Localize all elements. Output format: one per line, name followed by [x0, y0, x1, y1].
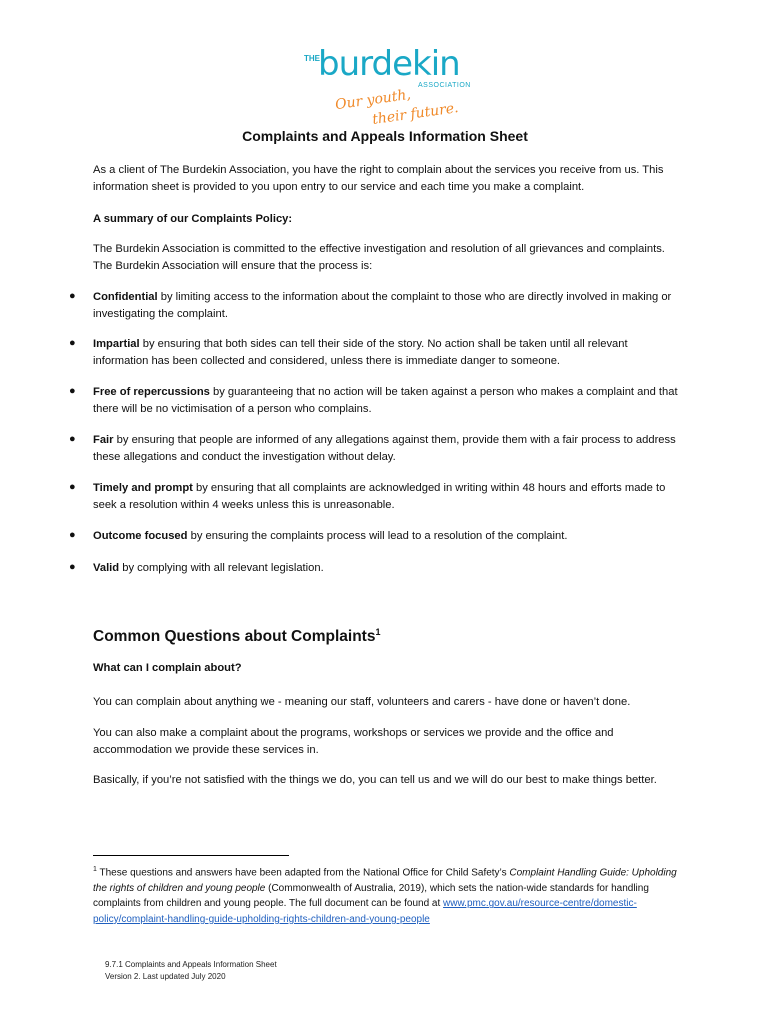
answer-paragraph-2: You can also make a complaint about the programs, workshops or services we provide and the office and accommodation we provide these services in. — [93, 727, 614, 756]
bullet-term: Timely and prompt — [93, 482, 193, 494]
bullet-term: Impartial — [93, 338, 140, 350]
bullet-desc: by ensuring the complaints process will lead to a resolution of the complaint. — [187, 530, 568, 542]
bullet-term: Valid — [93, 562, 120, 574]
bullet-desc: by ensuring that all complaints are acknowledged in writing within 48 hours and efforts made to seek a resolution within 4 weeks unless this is unreasonable. — [93, 482, 666, 511]
bullet-item — [93, 480, 683, 513]
summary-paragraph: The Burdekin Association is committed to the effective investigation and resolution of all grievances and complaints. The Burdekin Association will ensure that the process is: — [93, 243, 665, 272]
question-heading: What can I complain about? — [93, 662, 242, 674]
logo-tagline-1: Our youth, — [334, 86, 412, 114]
footnote-text-1: These questions and answers have been adapted from the National Office for Child Safety’s — [96, 867, 510, 879]
footnote-text-2: (Commonwealth of Australia, 2019), which sets the nation-wide standards for handling complaints from children and young people. The full document can be found at — [93, 882, 649, 910]
bullet-marker: ● — [69, 290, 76, 302]
footnote-title: Complaint Handling Guide: Upholding the rights of children and young people — [93, 867, 677, 894]
bullet-marker: ● — [69, 529, 76, 541]
bullet-item — [93, 289, 683, 322]
bullet-desc: by ensuring that people are informed of any allegations against them, provide them with a fair process to address these allegations and conduct the investigation without delay. — [93, 434, 676, 463]
bullet-desc: by guaranteeing that no action will be taken against a person who makes a complaint and that there will be no victimisation of a person who complains. — [93, 386, 678, 415]
footnote — [93, 862, 678, 927]
section-heading — [93, 627, 380, 646]
bullet-marker: ● — [69, 385, 76, 397]
footnote-reference: 1 — [375, 627, 381, 637]
footnote-separator — [93, 855, 289, 856]
footer-version: Version 2. Last updated July 2020 — [105, 972, 226, 981]
bullet-item — [93, 528, 683, 545]
footnote-marker: 1 — [93, 866, 97, 873]
bullet-marker: ● — [69, 337, 76, 349]
section-heading-text: Common Questions about Complaints — [93, 628, 376, 646]
bullet-term: Fair — [93, 434, 114, 446]
logo-the-text: THE — [304, 54, 320, 63]
bullet-item — [93, 384, 683, 417]
bullet-item — [93, 560, 683, 577]
bullet-term: Confidential — [93, 291, 158, 303]
bullet-term: Free of repercussions — [93, 386, 210, 398]
bullet-item — [93, 432, 683, 465]
bullet-term: Outcome focused — [93, 530, 188, 542]
bullet-item — [93, 336, 683, 369]
logo-wordmark: burdekin — [318, 44, 460, 84]
document-title: Complaints and Appeals Information Sheet — [242, 128, 528, 144]
logo-association-text: ASSOCIATION — [418, 82, 471, 89]
page-footer — [105, 959, 277, 983]
bullet-desc: by ensuring that both sides can tell their side of the story. No action shall be taken until all relevant information has been collected and considered, unless there is immediate danger to someone. — [93, 338, 628, 367]
summary-heading: A summary of our Complaints Policy: — [93, 213, 293, 225]
bullet-marker: ● — [69, 561, 76, 573]
answer-paragraph-1: You can complain about anything we - meaning our staff, volunteers and carers - have done or haven’t done. — [93, 696, 631, 708]
logo-tagline-2: their future. — [371, 100, 460, 128]
bullet-marker: ● — [69, 481, 76, 493]
bullet-marker: ● — [69, 433, 76, 445]
bullet-desc: by complying with all relevant legislation. — [119, 562, 324, 574]
burdekin-logo — [300, 40, 500, 128]
footnote-link[interactable]: www.pmc.gov.au/resource-centre/domestic-policy/complaint-handling-guide-upholding-rights-children-and-young-people — [93, 898, 637, 925]
bullet-desc: by limiting access to the information about the complaint to those who are directly involved in making or investigating the complaint. — [93, 291, 672, 320]
intro-paragraph: As a client of The Burdekin Association, you have the right to complain about the services you receive from us. This information sheet is provided to you upon entry to our service and each time you make a complaint. — [93, 164, 664, 193]
footer-doc-name: 9.7.1 Complaints and Appeals Information Sheet — [105, 960, 277, 969]
answer-paragraph-3: Basically, if you’re not satisfied with the things we do, you can tell us and we will do our best to make things better. — [93, 774, 657, 786]
